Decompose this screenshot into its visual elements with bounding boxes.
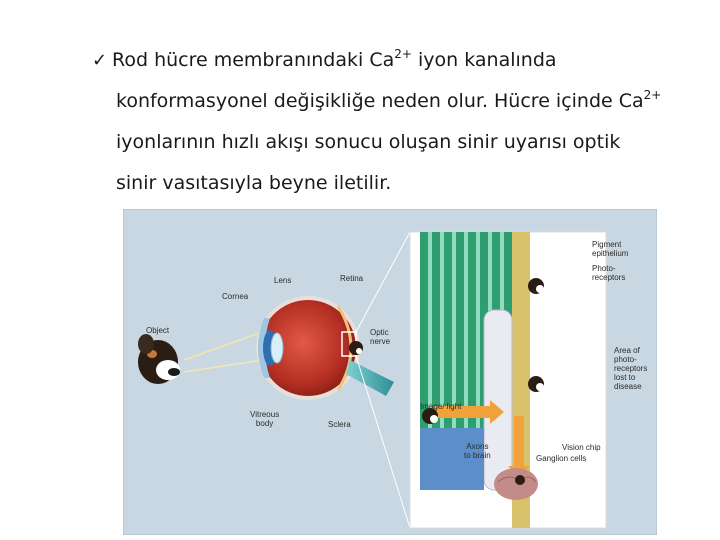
bullet-line-2 xyxy=(92,81,712,122)
eyeball xyxy=(258,298,358,398)
label-vision-chip: Vision chip xyxy=(562,443,601,452)
label-axons-line-1: Axons xyxy=(466,442,489,451)
dog-thumbnail-4 xyxy=(349,341,363,355)
dog-thumbnail-1 xyxy=(528,278,544,294)
label-axons xyxy=(464,442,491,460)
line1-text-a: Rod hücre membranındaki Ca xyxy=(112,49,395,71)
optic-nerve xyxy=(346,360,394,396)
eye-diagram-graphic xyxy=(124,210,656,534)
checkmark-icon: ✓ xyxy=(92,50,108,71)
label-object: Object xyxy=(146,326,170,335)
line1-text-b: iyon kanalında xyxy=(411,49,557,71)
label-vitreous-line-2: body xyxy=(255,419,274,428)
label-retina: Retina xyxy=(340,274,364,283)
label-axons-line-2: to brain xyxy=(464,451,491,460)
label-area-line-1: Area of xyxy=(614,346,640,355)
label-pigment-line-2: epithelium xyxy=(592,249,629,258)
label-area-lost xyxy=(614,346,647,391)
label-optic-line-2: nerve xyxy=(370,337,391,346)
label-photo-line-2: receptors xyxy=(592,273,626,282)
bullet-line-4: sinir vasıtasıyla beyne iletilir. xyxy=(116,172,392,194)
light-rays xyxy=(184,332,262,372)
dog-thumbnail-2 xyxy=(528,376,544,392)
bullet-line-3: iyonlarının hızlı akışı sonucu oluşan sinir uyarısı optik xyxy=(116,131,621,153)
line2-superscript: 2+ xyxy=(643,88,662,102)
line2-text: konformasyonel değişikliğe neden olur. Hücre içinde Ca xyxy=(116,90,644,112)
label-area-line-2: photo- xyxy=(614,355,637,364)
bullet-line-1 xyxy=(92,40,712,81)
label-sclera: Sclera xyxy=(328,420,351,429)
label-image-light: Image/ light xyxy=(420,402,462,411)
vision-chip xyxy=(484,310,512,490)
label-pigment-line-1: Pigment xyxy=(592,240,622,249)
slide-text-block xyxy=(92,40,712,204)
label-cornea: Cornea xyxy=(222,292,249,301)
eye-diagram-figure xyxy=(123,209,657,535)
brain-icon xyxy=(494,468,538,500)
label-pigment-epithelium xyxy=(592,240,628,258)
label-area-line-4: lost to xyxy=(614,373,636,382)
label-area-line-3: receptors xyxy=(614,364,648,373)
label-photo-line-1: Photo- xyxy=(592,264,616,273)
label-optic-nerve xyxy=(370,328,390,346)
label-ganglion-cells: Ganglion cells xyxy=(536,454,587,463)
label-vitreous-line-1: Vitreous xyxy=(250,410,280,419)
zoom-line-top xyxy=(356,232,410,332)
label-area-line-5: disease xyxy=(614,382,642,391)
dog-object-image xyxy=(138,334,180,384)
label-photoreceptors xyxy=(592,264,625,282)
label-lens: Lens xyxy=(274,276,292,285)
line1-superscript: 2+ xyxy=(394,47,412,61)
label-vitreous-body xyxy=(250,410,279,428)
label-optic-line-1: Optic xyxy=(370,328,389,337)
